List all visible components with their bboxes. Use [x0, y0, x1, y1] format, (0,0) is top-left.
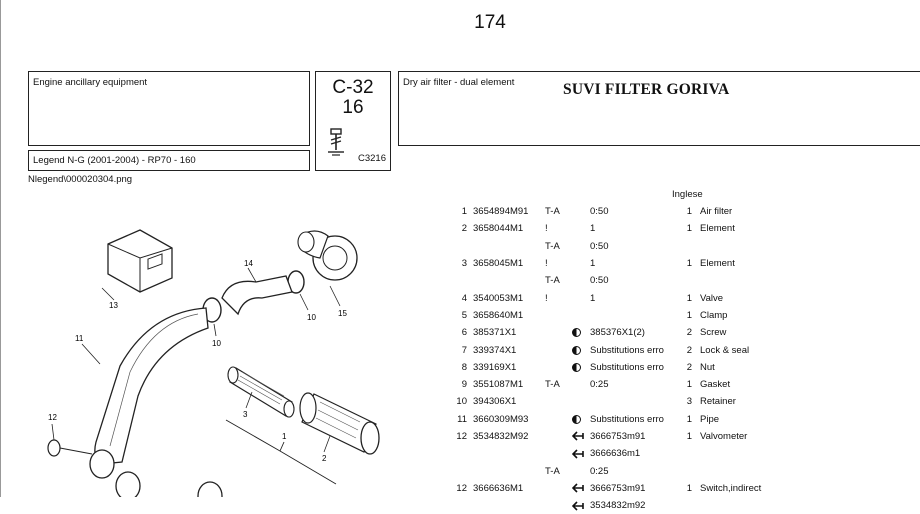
part-code: T-A — [545, 206, 560, 218]
parts-row — [451, 480, 800, 497]
part-number — [473, 462, 545, 479]
quantity: 1 — [686, 482, 692, 494]
part-code — [545, 497, 572, 514]
part-code: T-A — [545, 379, 560, 391]
substitution-symbol — [572, 255, 590, 272]
substitution-symbol — [572, 376, 590, 393]
part-description — [700, 497, 800, 514]
ref-number: 12 — [456, 482, 467, 494]
exploded-diagram — [30, 196, 410, 497]
parts-row — [451, 497, 800, 514]
part-number: 3540053M1 — [473, 292, 524, 304]
ref-number: 2 — [461, 223, 467, 235]
callout-10-upper: 10 — [307, 313, 316, 322]
group-title-box — [28, 71, 310, 146]
part-number: 3551087M1 — [473, 379, 524, 391]
callout-13: 13 — [109, 301, 118, 310]
substitution-info: 3534832m92 — [590, 500, 646, 512]
parts-row — [451, 341, 800, 358]
parts-row — [451, 428, 800, 445]
substitution-info: 0:25 — [590, 379, 609, 391]
section-title-local: SUVI FILTER GORIVA — [563, 81, 730, 98]
element-part-2 — [300, 393, 379, 454]
part-number: 339374X1 — [473, 344, 517, 356]
group-title: Engine ancillary equipment — [33, 77, 148, 88]
ref-number: 8 — [461, 361, 467, 373]
substitution-info: 385376X1(2) — [590, 327, 645, 339]
part-description: Air filter — [700, 206, 733, 218]
parts-row — [451, 203, 800, 220]
substitution-symbol — [572, 203, 590, 220]
parts-row — [451, 462, 800, 479]
quantity: 1 — [686, 258, 692, 270]
substitution-info — [590, 307, 680, 324]
ref-number — [451, 462, 473, 479]
quantity: 1 — [686, 292, 692, 304]
parts-row — [451, 324, 800, 341]
section-code-box — [315, 71, 391, 171]
part-code — [545, 307, 572, 324]
substitution-info: 0:50 — [590, 240, 609, 252]
valve-part-12 — [48, 440, 60, 456]
part-description: Screw — [700, 327, 727, 339]
replaced-by-icon — [572, 431, 584, 441]
quantity: 1 — [686, 206, 692, 218]
substitution-info: Substitutions erro — [590, 413, 664, 425]
substitution-symbol — [572, 480, 590, 497]
substitution-info: Substitutions erro — [590, 361, 664, 373]
ref-number: 7 — [461, 344, 467, 356]
part-number — [473, 272, 545, 289]
substitution-symbol — [572, 289, 590, 306]
filter-icon — [327, 128, 345, 160]
ref-number: 3 — [461, 258, 467, 270]
substitution-symbol — [572, 238, 590, 255]
replaced-by-icon — [572, 501, 584, 511]
part-code: ! — [545, 223, 548, 235]
ref-number — [451, 238, 473, 255]
parts-row — [451, 445, 800, 462]
quantity: 2 — [686, 327, 692, 339]
section-subcode: 16 — [342, 97, 364, 118]
parts-row — [451, 411, 800, 428]
substitution-info: 3666753m91 — [590, 482, 646, 494]
part-description — [700, 462, 800, 479]
callout-11: 11 — [75, 334, 84, 343]
callout-1: 1 — [282, 432, 287, 441]
section-title-box — [398, 71, 920, 146]
ref-number: 9 — [461, 379, 467, 391]
language-column-header: Inglese — [672, 189, 703, 200]
part-code — [545, 393, 572, 410]
part-description: Element — [700, 223, 735, 235]
substitution-symbol — [572, 307, 590, 324]
quantity — [680, 272, 700, 289]
quantity: 1 — [686, 223, 692, 235]
part-number: 3654894M91 — [473, 206, 529, 218]
ref-number — [451, 272, 473, 289]
parts-row — [451, 238, 800, 255]
part-description: Retainer — [700, 396, 736, 408]
part-code: T-A — [545, 465, 560, 477]
ref-number: 12 — [456, 431, 467, 442]
quantity — [680, 497, 700, 514]
parts-row — [451, 255, 800, 272]
parts-row — [451, 272, 800, 289]
quantity: 2 — [686, 344, 692, 356]
ref-number — [451, 497, 473, 514]
part-description: Gasket — [700, 379, 731, 391]
part-code — [545, 445, 572, 462]
quantity: 1 — [686, 413, 692, 425]
quantity: 3 — [686, 396, 692, 408]
element-part-3 — [228, 367, 294, 417]
substitution-info: 1 — [590, 292, 596, 304]
half-circle-icon — [572, 363, 581, 372]
quantity: 1 — [686, 431, 692, 442]
callout-14: 14 — [244, 259, 253, 268]
ref-number: 6 — [461, 327, 467, 339]
substitution-info: 1 — [590, 258, 596, 270]
substitution-info: 0:50 — [590, 206, 609, 218]
part-number: 3660309M93 — [473, 413, 529, 425]
section-code: C-32 — [332, 77, 374, 98]
substitution-info: 3666636m1 — [590, 448, 641, 460]
bracket-part-13 — [102, 230, 172, 300]
substitution-info — [590, 393, 680, 410]
page-number: 174 — [474, 12, 506, 33]
section-ref: C3216 — [358, 153, 386, 164]
part-description: Pipe — [700, 413, 720, 425]
substitution-symbol — [572, 497, 590, 514]
replaced-by-icon — [572, 483, 584, 493]
substitution-info: 0:25 — [590, 465, 609, 477]
ref-number: 1 — [461, 206, 467, 218]
ref-number: 5 — [461, 309, 467, 321]
part-number — [473, 238, 545, 255]
replaced-by-icon — [572, 449, 584, 459]
half-circle-icon — [572, 346, 581, 355]
substitution-symbol — [572, 272, 590, 289]
parts-row — [451, 359, 800, 376]
callout-2: 2 — [322, 454, 327, 463]
part-description — [700, 238, 800, 255]
part-number: 3534832M92 — [473, 431, 529, 442]
parts-row — [451, 376, 800, 393]
substitution-symbol — [572, 220, 590, 237]
quantity — [680, 445, 700, 462]
part-description: Switch,indirect — [700, 482, 762, 494]
parts-row — [451, 393, 800, 410]
part-number: 3658044M1 — [473, 223, 524, 235]
ref-number: 4 — [461, 292, 467, 304]
substitution-symbol — [572, 445, 590, 462]
parts-row — [451, 289, 800, 306]
substitution-symbol — [572, 359, 590, 376]
half-circle-icon — [572, 328, 581, 337]
turbo-part-15 — [298, 231, 357, 306]
substitution-symbol — [572, 462, 590, 479]
substitution-info: 3666753m91 — [590, 431, 646, 442]
half-circle-icon — [572, 415, 581, 424]
part-number: 3658045M1 — [473, 258, 524, 270]
substitution-symbol — [572, 411, 590, 428]
parts-row — [451, 220, 800, 237]
callout-12: 12 — [48, 413, 57, 422]
substitution-symbol — [572, 393, 590, 410]
page-left-border — [0, 0, 1, 497]
quantity — [680, 462, 700, 479]
part-code — [545, 480, 572, 497]
part-description — [700, 272, 800, 289]
part-description: Nut — [700, 361, 715, 373]
substitution-info: Substitutions erro — [590, 344, 664, 356]
part-code — [545, 359, 572, 376]
substitution-symbol — [572, 428, 590, 445]
callout-3: 3 — [243, 410, 248, 419]
parts-table — [451, 203, 800, 514]
substitution-info: 0:50 — [590, 275, 609, 287]
part-code: ! — [545, 292, 548, 304]
part-description: Clamp — [700, 309, 728, 321]
part-number: 3658640M1 — [473, 309, 524, 321]
quantity: 2 — [686, 361, 692, 373]
quantity: 1 — [686, 309, 692, 321]
quantity — [680, 238, 700, 255]
part-number: 3666636M1 — [473, 482, 524, 494]
part-code — [545, 324, 572, 341]
part-description — [700, 445, 800, 462]
callout-15: 15 — [338, 309, 347, 318]
substitution-symbol — [572, 341, 590, 358]
part-description: Lock & seal — [700, 344, 750, 356]
image-filename: Nlegend\000020304.png — [28, 174, 133, 185]
callout-10-lower: 10 — [212, 339, 221, 348]
model-label: Legend N-G (2001-2004) - RP70 - 160 — [33, 155, 196, 166]
substitution-info: 1 — [590, 223, 596, 235]
part-number — [473, 497, 545, 514]
ref-number: 11 — [457, 413, 467, 425]
part-description: Valvometer — [700, 431, 748, 442]
part-code — [545, 411, 572, 428]
part-number: 385371X1 — [473, 327, 517, 339]
part-description: Valve — [700, 292, 724, 304]
part-number — [473, 445, 545, 462]
section-title: Dry air filter - dual element — [403, 77, 515, 88]
substitution-symbol — [572, 324, 590, 341]
ref-number: 10 — [456, 396, 467, 408]
part-number: 339169X1 — [473, 361, 517, 373]
model-box — [28, 150, 310, 171]
hose-part-14 — [222, 276, 292, 314]
quantity: 1 — [686, 379, 692, 391]
part-code: T-A — [545, 275, 560, 287]
part-code — [545, 428, 572, 445]
part-description: Element — [700, 258, 735, 270]
ref-number — [451, 445, 473, 462]
pipe-part-11 — [95, 308, 208, 464]
part-number: 394306X1 — [473, 396, 517, 408]
part-code — [545, 341, 572, 358]
part-code: T-A — [545, 240, 560, 252]
part-code: ! — [545, 258, 548, 270]
parts-row — [451, 307, 800, 324]
